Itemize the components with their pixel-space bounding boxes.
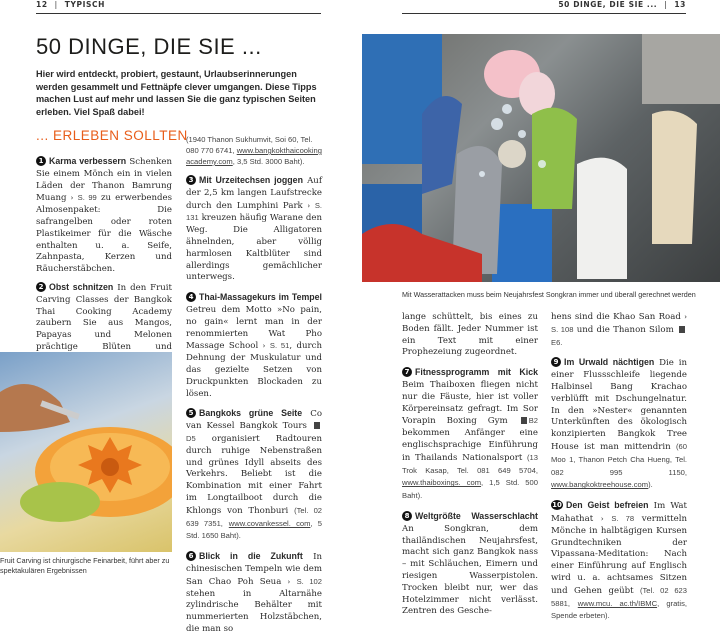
page-ref-arrow-icon: › xyxy=(262,342,266,351)
item-meta: , 1,5 Std. 500 Baht). xyxy=(402,478,538,501)
item-text: Beim Thaiboxen fliegen nicht nur die Fäuste, hier ist voller Körpereinsatz gefragt. Im Sor Vorapin Boxing Gym xyxy=(402,379,538,427)
website-link[interactable]: www.mcu. ac.th/IBMC xyxy=(577,598,658,608)
item-meta: ). xyxy=(648,480,653,490)
right-header-rule xyxy=(402,13,686,14)
intro-text: Hier wird entdeckt, probiert, gestaunt, Urlaubserinnerungen werden gesammelt und Fettnäpfe clever umgangen. Diese Tipps machen Lust auf mehr und lassen Sie die ganz typischen Seiten erleben. Viel Spaß dabei! xyxy=(36,69,317,117)
left-page-number: 12 xyxy=(36,0,48,9)
right-header-separator: | xyxy=(664,0,668,9)
website-link[interactable]: www.bangkokthaicooking academy.com xyxy=(186,146,322,166)
item-text: Auf der 2,5 km langen Laufstrecke durch den Lumphini Park xyxy=(186,176,322,211)
item-number-badge: 1 xyxy=(36,156,46,166)
item-text: stehen in Altarnähe zylindrische Behälter mit nummerierten Holzstäbchen, die man so xyxy=(186,588,322,634)
item-text: In chinesischen Tempeln wie dem San Chao Poh Seua xyxy=(186,552,322,587)
map-icon xyxy=(679,326,685,333)
map-ref: B2 xyxy=(528,416,539,426)
item-number-badge: 9 xyxy=(551,357,561,367)
item-text: , durch Dehnung der Muskulatur und das gezielte Setzen von Druckpunkten Blockaden zu lösen. xyxy=(186,341,322,399)
page-ref-arrow-icon: › xyxy=(600,514,604,523)
item-text: Schenken Sie einem Mönch ein in vielen Läden der Thanon Bamrung Muang xyxy=(36,157,173,204)
item-text: Im Wat Mahathat xyxy=(551,501,688,524)
item-6 xyxy=(186,551,322,636)
item-5 xyxy=(186,408,322,543)
right-page-number: 13 xyxy=(674,0,686,9)
page-ref: S. 131 xyxy=(186,200,323,223)
item-meta: (Tel. 02 639 7351, xyxy=(186,505,323,528)
item-heading: Obst schnitzen xyxy=(49,281,114,292)
map-icon xyxy=(521,417,527,424)
item-10 xyxy=(551,500,687,623)
item-text: bekommen Anfänger eine englischsprachige Einführung in Thailands Nationalsport xyxy=(402,428,538,463)
page-title: 50 DINGE, DIE SIE ... xyxy=(36,34,262,59)
item-6-continued: lange schüttelt, bis eines zu Boden fällt. Jeder Nummer ist ein Text mit einer Prophezeiung zugeordnet. xyxy=(402,312,538,358)
item-meta: (1940 Thanon Sukhumvit, Soi 60, Tel. 080 770 6741, xyxy=(186,135,313,155)
page-ref-arrow-icon: › xyxy=(70,194,74,203)
item-number-badge: 2 xyxy=(36,282,46,292)
page-ref-arrow-icon: › xyxy=(307,201,311,210)
item-text: Getreu dem Motto »No pain, no gain« lernt man in der renommierten Wat Pho Massage School xyxy=(186,304,322,352)
item-text: und die Thanon Silom xyxy=(576,324,674,335)
page-ref-arrow-icon: › xyxy=(684,313,687,321)
right-header-section: 50 DINGE, DIE SIE ... xyxy=(558,0,658,9)
item-heading: Mit Urzeitechsen joggen xyxy=(199,175,303,185)
item-4 xyxy=(186,292,322,400)
right-photo-caption: Mit Wasserattacken muss beim Neujahrsfest Songkran immer und überall gerechnet werden xyxy=(402,290,696,299)
column-2 xyxy=(186,134,322,636)
page-ref-arrow-icon: › xyxy=(287,577,291,586)
column-4 xyxy=(551,312,687,623)
item-number-badge: 8 xyxy=(402,511,412,521)
left-header-section: TYPISCH xyxy=(64,0,105,9)
item-text: Co van Kessel Bangkok Tours xyxy=(186,409,322,432)
item-heading: Bangkoks grüne Seite xyxy=(199,408,303,419)
item-text: hens sind die Khao San Road xyxy=(551,312,681,322)
page-ref: S. 108 xyxy=(551,324,574,334)
item-meta: , 5 Std. 1650 Baht). xyxy=(186,518,322,541)
fruit-carving-illustration xyxy=(0,352,172,552)
item-heading: Den Geist befreien xyxy=(566,500,649,511)
item-text: Die in einer Flussschleife liegende Halbinsel Bang Krachao verblüfft mit Dschungelnatur. In den »Nester« genannten Unterkünften des ökologisch konzipierten Bangkok Tree House ist man mittendrin xyxy=(551,358,688,452)
item-meta: (60 Moo 1, Thanon Petch Cha Hueng, Tel. 082 995 1150, xyxy=(551,441,688,477)
item-number-badge: 3 xyxy=(186,175,196,185)
item-number-badge: 6 xyxy=(186,551,196,561)
item-heading: Thai-Massagekurs im Tempel xyxy=(199,292,322,303)
item-text: An Songkran, dem thailändischen Neujahrsfest, macht sich ganz Bangkok nass – mit Schläuchen, Eimern und riesigen Wasserpistolen. Trocken bleibt nur, wer das Hotelzimmer nicht verlässt. Zentren des Gesche- xyxy=(402,523,538,617)
item-text: vermitteln Mönche in halbtägigen Kursen Grundtechniken der Vipassana-Meditation: Nach einer Einführung auf Englisch wird u. a. achtsames Sitzen und Gehen geübt xyxy=(551,513,688,596)
map-icon xyxy=(314,422,320,429)
item-text: In den Fruit Carving Classes der Bangkok Thai Cooking Academy zaubern Sie aus Mangos, Papayas und Melonen prächtige Blüten und xyxy=(36,282,172,352)
left-header-separator: | xyxy=(54,0,58,9)
item-heading: Blick in die Zukunft xyxy=(199,551,303,562)
item-heading: Karma verbessern xyxy=(49,156,127,166)
item-meta: (Tel. 02 623 5881, xyxy=(551,585,687,608)
left-page-header xyxy=(36,0,321,14)
item-7 xyxy=(402,367,538,503)
column-1 xyxy=(36,156,172,366)
item-8 xyxy=(402,511,538,618)
page-ref: S. 51 xyxy=(269,341,290,351)
website-link[interactable]: www.bangkoktreehouse.com xyxy=(551,480,649,490)
item-meta: , gratis, Spende erbeten). xyxy=(551,598,688,621)
item-number-badge: 4 xyxy=(186,292,196,302)
right-page-header xyxy=(402,0,686,14)
songkran-illustration xyxy=(362,34,720,282)
page-ref: S. 78 xyxy=(611,513,635,523)
section-heading: ... ERLEBEN SOLLTEN xyxy=(36,128,188,143)
item-2-details xyxy=(186,134,322,167)
page-ref: S. 99 xyxy=(77,193,97,203)
map-ref: E6. xyxy=(551,337,563,347)
map-ref: D5 xyxy=(186,433,196,443)
songkran-water-fight-photo xyxy=(362,34,720,282)
page-ref: S. 102 xyxy=(296,576,322,586)
item-9 xyxy=(551,357,687,492)
item-text: kreuzen häufig Warane den Weg. Die Alligatoren ähnelnden, aber völlig harmlosen Kaltblüter sind allerdings gemächlicher unterwegs. xyxy=(186,213,323,283)
item-1 xyxy=(36,156,172,276)
fruit-carving-photo xyxy=(0,352,172,552)
item-heading: Fitnessprogramm mit Kick xyxy=(415,367,538,378)
item-meta: (13 Trok Kasap, Tel. 081 649 5704, xyxy=(402,452,538,475)
item-text: organisiert Radtouren durch ruhige Nebenstraßen und grünes Idyll abseits des Verkehrs. Beliebt ist die Kombination mit einer Fahrt im Longtailboot durch die Khlongs von Thonburi xyxy=(186,433,322,516)
item-number-badge: 10 xyxy=(552,501,562,510)
item-3 xyxy=(186,175,322,284)
item-text: zu erwerbendes Almosenpaket: Die safrangelben oder roten Plastikeimer für die Wäsche enthalten u. a. Seife, Zahnpasta, Kerzen und Räucherstäbchen. xyxy=(36,193,173,275)
item-meta: , 3,5 Std. 3000 Baht). xyxy=(232,157,305,166)
left-header-rule xyxy=(36,13,321,14)
column-3 xyxy=(402,312,538,618)
website-link[interactable]: www.covankessel. com xyxy=(228,518,311,528)
item-heading: Weltgrößte Wasserschlacht xyxy=(415,510,538,521)
item-heading: Im Urwald nächtigen xyxy=(564,357,655,368)
item-number-badge: 5 xyxy=(186,408,196,418)
item-number-badge: 7 xyxy=(402,367,412,377)
website-link[interactable]: www.thaiboxings. com xyxy=(402,478,482,488)
left-photo-caption: Fruit Carving ist chirurgische Feinarbeit, führt aber zu spektakulären Ergebnissen xyxy=(0,556,170,575)
item-8-continued xyxy=(551,312,687,349)
